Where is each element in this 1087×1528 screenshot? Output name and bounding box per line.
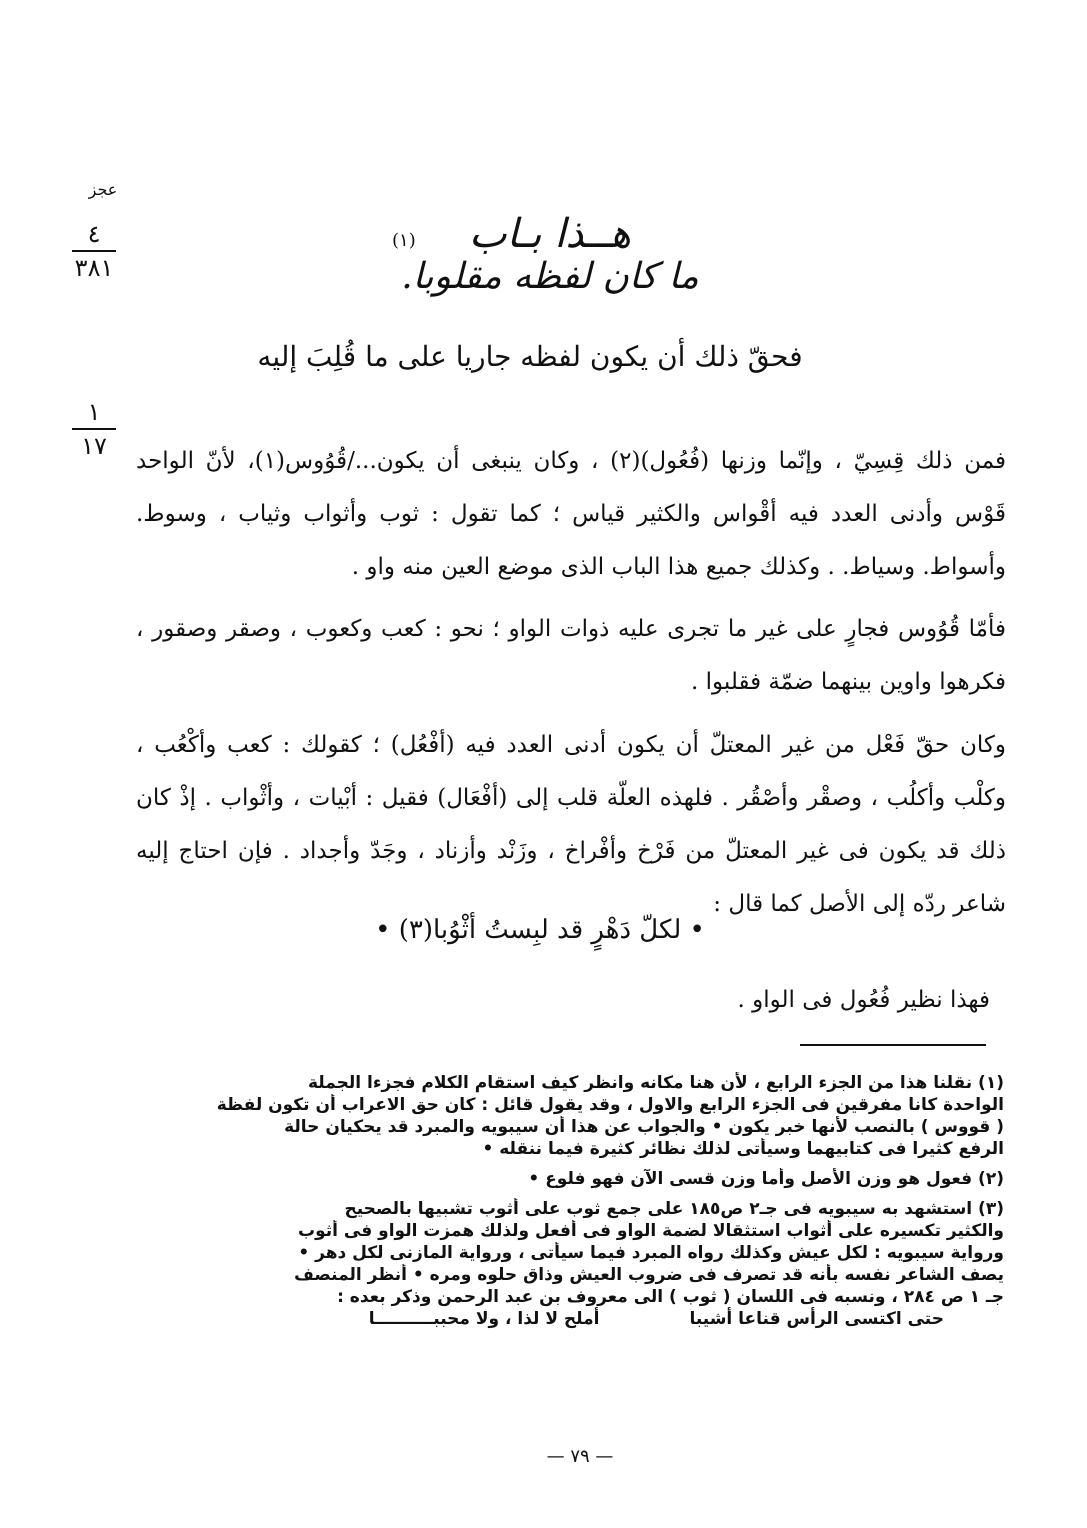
footnote-line: الرفع كثيرا فى كتابيهما وسيأتى لذلك نظائر كثيرة فيما ننقله • <box>482 1139 1004 1159</box>
footnote-divider <box>800 1044 986 1046</box>
footnote-line: والكثير تكسيره على أثواب استثقالا لضمة الواو فى أفعل ولذلك همزت الواو فى أثوب <box>298 1221 1004 1241</box>
body-paragraph: فهذا نظير فُعُول فى الواو . <box>737 987 990 1013</box>
footnote-2 <box>142 1168 1004 1190</box>
chapter-title-line-1: هــذا بـاب <box>468 211 632 257</box>
margin-page-reference <box>64 220 124 282</box>
margin-label: عجز <box>88 180 118 199</box>
margin-ref-volume: ١ <box>87 398 101 426</box>
fraction-bar <box>72 428 116 430</box>
footnote-line: (١) نقلنا هذا من الجزء الرابع ، لأن هنا مكانه وانظر كيف استقام الكلام فجزءا الجملة <box>307 1073 1004 1093</box>
footnote-line: الواحدة كانا مفرقين فى الجزء الرابع والاول ، وقد يقول قائل : كان حق الاعراب أن تكون لفظة <box>216 1095 1004 1115</box>
footnote-couplet <box>142 1308 1004 1330</box>
footnote-line: ( قووس ) بالنصب لأنها خبر يكون • والجواب عن هذا أن سيبويه والمبرد قد يحكيان حالة <box>284 1117 1004 1137</box>
margin-ref-volume: ٤ <box>87 220 101 248</box>
chapter-title-line-2: ما كان لفظه مقلوبا. <box>401 256 699 297</box>
fraction-bar <box>72 250 116 252</box>
title-footnote-mark: (١) <box>392 230 416 251</box>
couplet-first-hemistich: حتى اكتسى الرأس قناعا أشيبا <box>689 1309 944 1329</box>
margin-ref-page: ١٧ <box>81 432 107 460</box>
footnote-3 <box>142 1198 1004 1330</box>
body-paragraph: فمن ذلك قِسِيّ ، وإنّما وزنها (فُعُول)(٢) ، وكان ينبغى أن يكون.../قُوُوس(١)، لأنّ الواحد قَوْس وأدنى العدد فيه أقْواس والكثير قياس ؛ كما تقول : ثوب وأثواب وثياب ، وسوط. وأسواط. وسياط. . وكذلك جميع هذا الباب الذى موضع العين منه واو . <box>136 448 1007 580</box>
poetry-verse: • لكلّ دَهْرٍ قد لبِستُ أثْوُبا(٣) • <box>375 915 705 945</box>
margin-ref-page: ٣٨١ <box>74 254 114 282</box>
footnotes <box>142 1072 1004 1338</box>
section-heading: فحقّ ذلك أن يكون لفظه جاريا على ما قُلِبَ إليه <box>257 340 803 373</box>
body-paragraph: وكان حقّ فَعْل من غير المعتلّ أن يكون أدنى العدد فيه (أفْعُل) ؛ كقولك : كعب وأكْعُب ، وكلْب وأكلُب ، وصقْر وأصْقُر . فلهذه العلّة قلب إلى (أفْعَال) فقيل : أبْيات ، وأثْواب . إذْ كان ذلك قد يكون فى غير المعتلّ من فَرْخ وأفْراخ ، وزَنْد وأزناد ، وجَدّ وأجداد . فإن احتاج إليه شاعر ردّه إلى الأصل كما قال : <box>136 732 1006 917</box>
footnote-line: يصف الشاعر نفسه بأنه قد تصرف فى ضروب العيش وذاق حلوه ومره • أنظر المنصف <box>294 1265 1004 1285</box>
footnote-line: (٢) فعول هو وزن الأصل وأما وزن قسى الآن فهو فلوع • <box>528 1169 1004 1189</box>
body-paragraph: فأمّا قُوُوس فجارٍ على غير ما تجرى عليه ذوات الواو ؛ نحو : كعب وكعوب ، وصقر وصقور ، فكرهوا واوين بينهما ضمّة فقلبوا . <box>136 616 1006 695</box>
page-number: — ٧٩ — <box>546 1446 614 1467</box>
margin-page-reference <box>64 398 124 460</box>
couplet-second-hemistich: أملح لا لذا ، ولا محببــــــــــا <box>368 1309 600 1329</box>
footnote-1 <box>142 1072 1004 1160</box>
footnote-line: (٣) استشهد به سيبويه فى جـ٢ ص١٨٥ على جمع ثوب على أثوب تشبيها بالصحيح <box>344 1199 1004 1219</box>
chapter-title <box>380 212 720 298</box>
footnote-line: ورواية سيبويه : لكل عيش وكذلك رواه المبرد فيما سيأتى ، ورواية المازنى لكل دهر • <box>298 1243 1004 1263</box>
footnote-line: جـ ١ ص ٢٨٤ ، ونسبه فى اللسان ( ثوب ) الى معروف بن عبد الرحمن وذكر بعده : <box>337 1287 1004 1307</box>
